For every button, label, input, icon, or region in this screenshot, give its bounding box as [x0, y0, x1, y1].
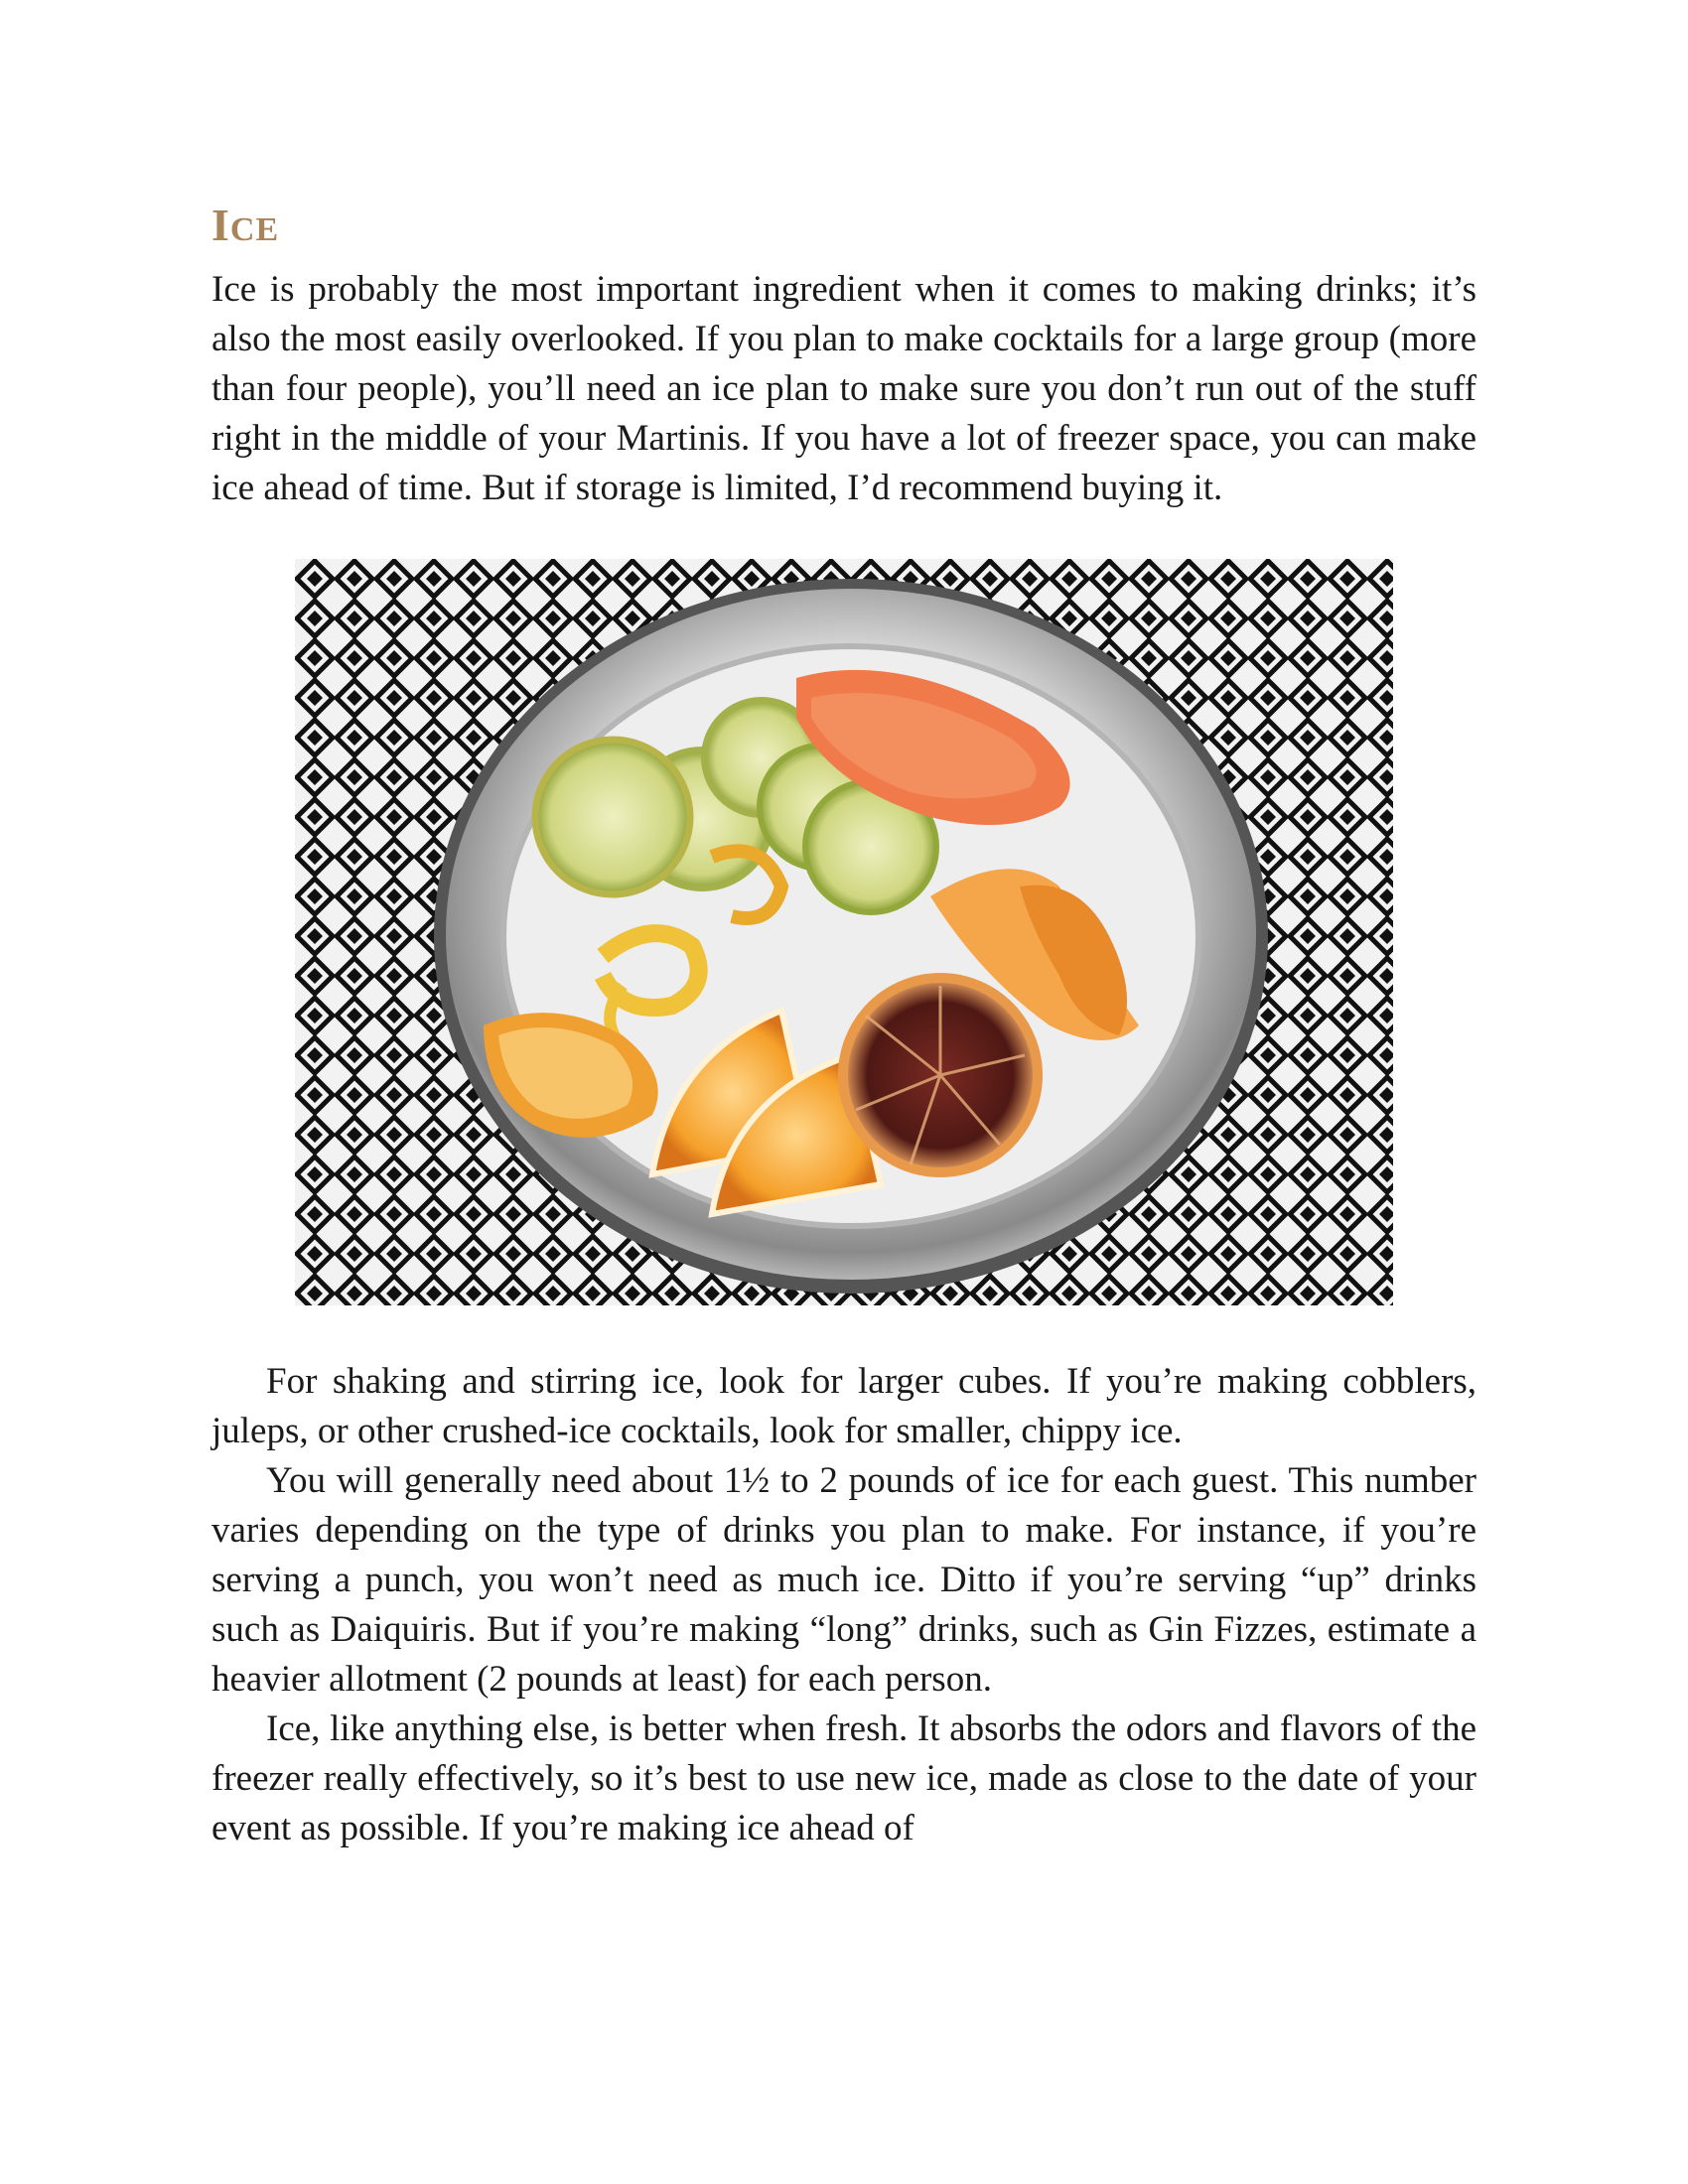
body-paragraph: Ice, like anything else, is better when fresh. It absorbs the odors and flavors of the freezer really effectively, so it’s best to use new ice, made as close to the date of your event as possible. If you’re making ice ahead of	[211, 1708, 1477, 1848]
heading-initial: I	[211, 200, 230, 250]
section-heading	[211, 199, 1477, 251]
body-paragraph: For shaking and stirring ice, look for larger cubes. If you’re making cobblers, juleps, or other crushed-ice cocktails, look for smaller, chippy ice.	[211, 1361, 1477, 1451]
heading-rest: CE	[229, 211, 280, 248]
page-content	[211, 199, 1477, 1853]
citrus-garnish-photo	[295, 559, 1393, 1305]
citrus-tray-illustration	[295, 559, 1393, 1305]
intro-paragraph: Ice is probably the most important ingredient when it comes to making drinks; it’s also the most easily overlooked. If you plan to make cocktails for a large group (more than four people), you’ll need an ice plan to make sure you don’t run out of the stuff right in the middle of your Martinis. If you have a lot of freezer space, you can make ice ahead of time. But if storage is limited, I’d recommend buying it.	[211, 269, 1477, 508]
body-paragraph: You will generally need about 1½ to 2 pounds of ice for each guest. This number varies depending on the type of drinks you plan to make. For instance, if you’re serving a punch, you won’t need as much ice. Ditto if you’re serving “up” drinks such as Daiquiris. But if you’re making “long” drinks, such as Gin Fizzes, estimate a heavier allotment (2 pounds at least) for each person.	[211, 1460, 1477, 1700]
